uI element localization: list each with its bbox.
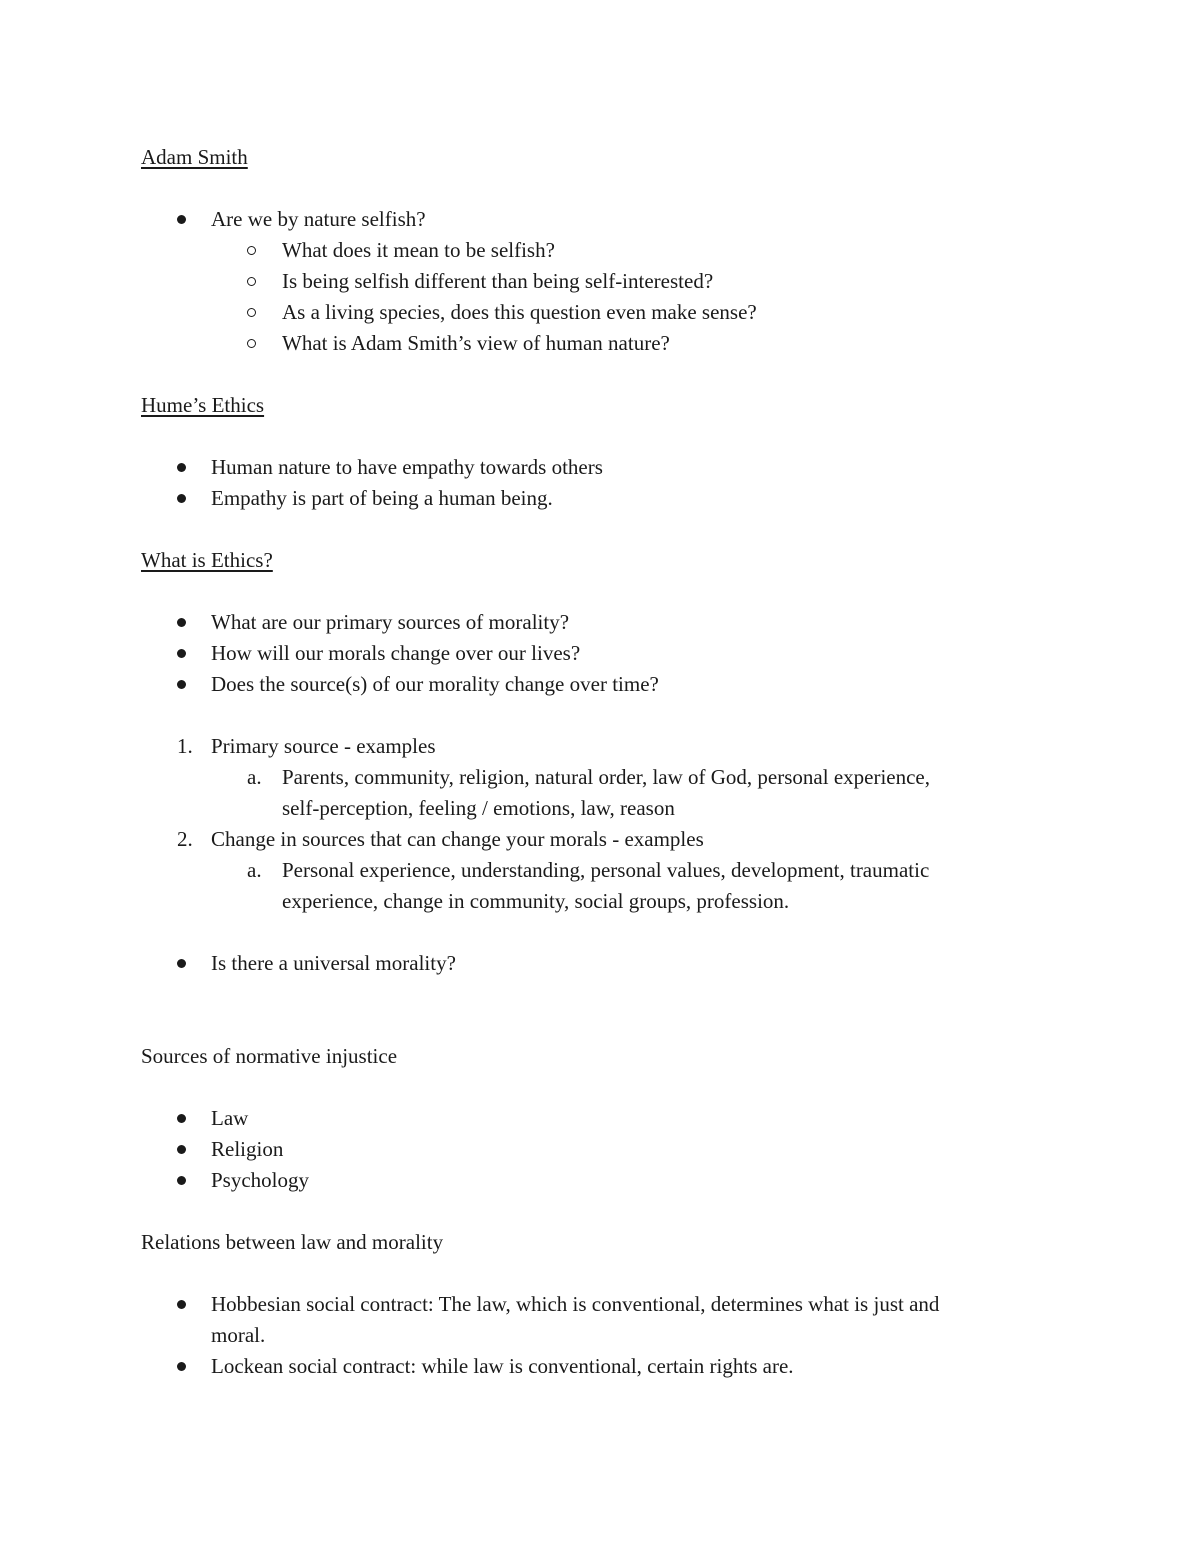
list-item: Psychology — [141, 1165, 1041, 1196]
bullet-icon — [177, 483, 186, 514]
lettered-item-continuation: experience, change in community, social groups, profession. — [282, 889, 790, 913]
list-item: What are our primary sources of morality? — [141, 607, 1041, 638]
bullet-icon — [177, 1134, 186, 1165]
heading-humes-ethics: Hume’s Ethics — [141, 393, 265, 417]
numbered-item: 2. Change in sources that can change your morals - examples — [141, 824, 1041, 855]
circle-bullet-icon — [247, 328, 256, 359]
list-letter: a. — [247, 765, 262, 789]
bullet-icon — [177, 452, 186, 483]
list-item: As a living species, does this question even make sense? — [141, 297, 1041, 328]
heading-normative-injustice: Sources of normative injustice — [141, 1044, 398, 1068]
bullet-icon — [177, 607, 186, 638]
list-item: Lockean social contract: while law is conventional, certain rights are. — [141, 1351, 1041, 1382]
lettered-item-continuation: self-perception, feeling / emotions, law, reason — [282, 796, 675, 820]
list-item: Hobbesian social contract: The law, which is conventional, determines what is just and — [141, 1289, 1041, 1320]
heading-adam-smith: Adam Smith — [141, 145, 248, 169]
circle-bullet-icon — [247, 266, 256, 297]
heading-law-morality: Relations between law and morality — [141, 1230, 444, 1254]
heading-what-is-ethics: What is Ethics? — [141, 548, 273, 572]
lettered-item: a. Personal experience, understanding, personal values, development, traumatic — [141, 855, 1041, 886]
bullet-icon — [177, 669, 186, 700]
list-item: Human nature to have empathy towards others — [141, 452, 1041, 483]
list-item: Empathy is part of being a human being. — [141, 483, 1041, 514]
list-item-continuation: moral. — [211, 1323, 266, 1347]
list-item: Religion — [141, 1134, 1041, 1165]
list-item: Are we by nature selfish? — [141, 204, 1041, 235]
lettered-item: a. Parents, community, religion, natural order, law of God, personal experience, — [141, 762, 1041, 793]
bullet-icon — [177, 638, 186, 669]
list-item: Does the source(s) of our morality change over time? — [141, 669, 1041, 700]
list-item: How will our morals change over our lives? — [141, 638, 1041, 669]
bullet-icon — [177, 1351, 186, 1382]
bullet-icon — [177, 1165, 186, 1196]
document-page — [141, 142, 1041, 1382]
list-letter: a. — [247, 858, 262, 882]
list-number: 1. — [177, 734, 193, 758]
bullet-icon — [177, 1289, 186, 1320]
list-item: Law — [141, 1103, 1041, 1134]
circle-bullet-icon — [247, 297, 256, 328]
bullet-icon — [177, 204, 186, 235]
bullet-icon — [177, 948, 186, 979]
circle-bullet-icon — [247, 235, 256, 266]
list-item: What does it mean to be selfish? — [141, 235, 1041, 266]
list-number: 2. — [177, 827, 193, 851]
bullet-icon — [177, 1103, 186, 1134]
numbered-item: 1. Primary source - examples — [141, 731, 1041, 762]
list-item: What is Adam Smith’s view of human nature? — [141, 328, 1041, 359]
list-item: Is being selfish different than being self-interested? — [141, 266, 1041, 297]
list-item: Is there a universal morality? — [141, 948, 1041, 979]
